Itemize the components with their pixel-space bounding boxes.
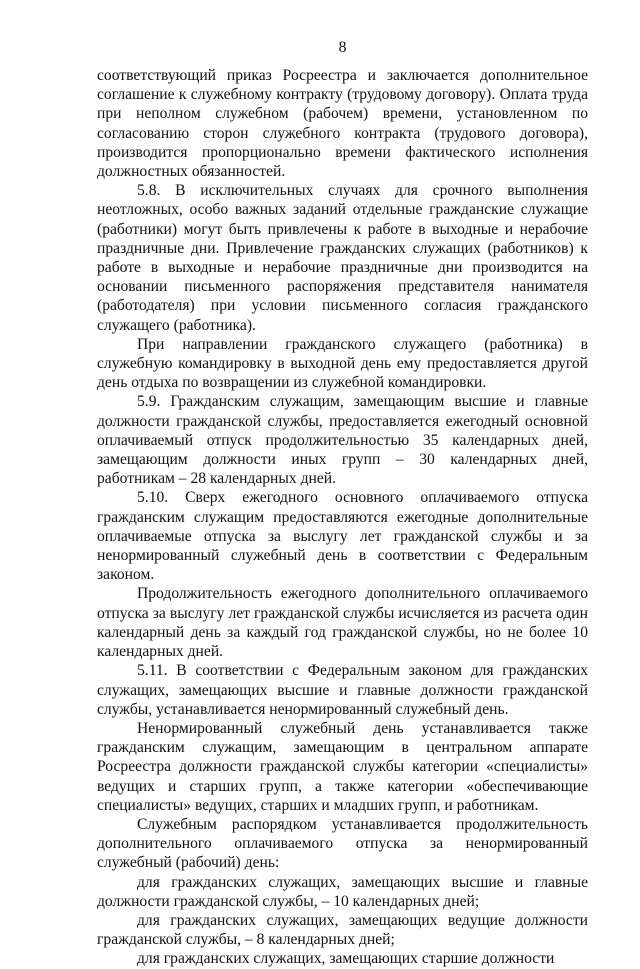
paragraph-5-10: 5.10. Сверх ежегодного основного оплачиваемого отпуска гражданским служащим предоставляются ежегодные дополнительные оплачиваемые отпуска за выслугу лет гражданской службы и за ненормированный служебный день в соответствии с Федеральным законом. <box>97 489 588 584</box>
paragraph-5-11: 5.11. В соответствии с Федеральным законом для гражданских служащих, замещающих высшие и главные должности гражданской службы, устанавливается ненормированный служебный день. <box>97 662 588 718</box>
paragraph-list-leading: для гражданских служащих, замещающих ведущие должности гражданской службы, – 8 календарных дней; <box>97 911 588 949</box>
paragraph-schedule: Служебным распорядком устанавливается продолжительность дополнительного оплачиваемого отпуска за ненормированный служебный (рабочий) день: <box>97 815 588 872</box>
paragraph-5-9: 5.9. Гражданским служащим, замещающим высшие и главные должности гражданской службы, предоставляется ежегодный основной оплачиваемый отпуск продолжительностью 35 календарных дней, замещающим должности иных групп – 30 календарных дней, работникам – 28 календарных дней. <box>97 393 588 488</box>
paragraph-irregular-day: Ненормированный служебный день устанавливается также гражданским служащим, замещающим в центральном аппарате Росреестра должности гражданской службы категории «специалисты» ведущих и старших групп, а также категории «обеспечивающие специалисты» ведущих, старших и младших групп, и работникам. <box>97 719 588 814</box>
paragraph-continuation: соответствующий приказ Росреестра и заключается дополнительное соглашение к служебному контракту (трудовому договору). Оплата труда при неполном служебном (рабочем) времени, установленном по согласованию сторон служебного контракта (трудового договора), производится пропорционально времени фактического исполнения должностных обязанностей. <box>97 67 588 181</box>
page-number: 8 <box>338 39 347 56</box>
paragraph-business-trip: При направлении гражданского служащего (работника) в служебную командировку в выходной день ему предоставляется другой день отдыха по возвращении из служебной командировки. <box>97 335 588 392</box>
paragraph-seniority-leave: Продолжительность ежегодного дополнительного оплачиваемого отпуска за выслугу лет гражданской службы исчисляется из расчета один календарный день за каждый год гражданской службы, но не более 10 календарных дней. <box>97 585 588 661</box>
paragraph-5-8: 5.8. В исключительных случаях для срочного выполнения неотложных, особо важных заданий отдельные гражданские служащие (работники) могут быть привлечены к работе в выходные и нерабочие праздничные дни. Привлечение гражданских служащих (работников) к работе в выходные и нерабочие праздничные дни производится на основании письменного распоряжения представителя нанимателя (работодателя) при условии письменного согласия гражданского служащего (работника). <box>97 182 588 334</box>
paragraph-list-senior: для гражданских служащих, замещающих старшие должности <box>137 950 555 968</box>
paragraph-list-highest: для гражданских служащих, замещающих высшие и главные должности гражданской службы, – 10 календарных дней; <box>97 873 588 910</box>
